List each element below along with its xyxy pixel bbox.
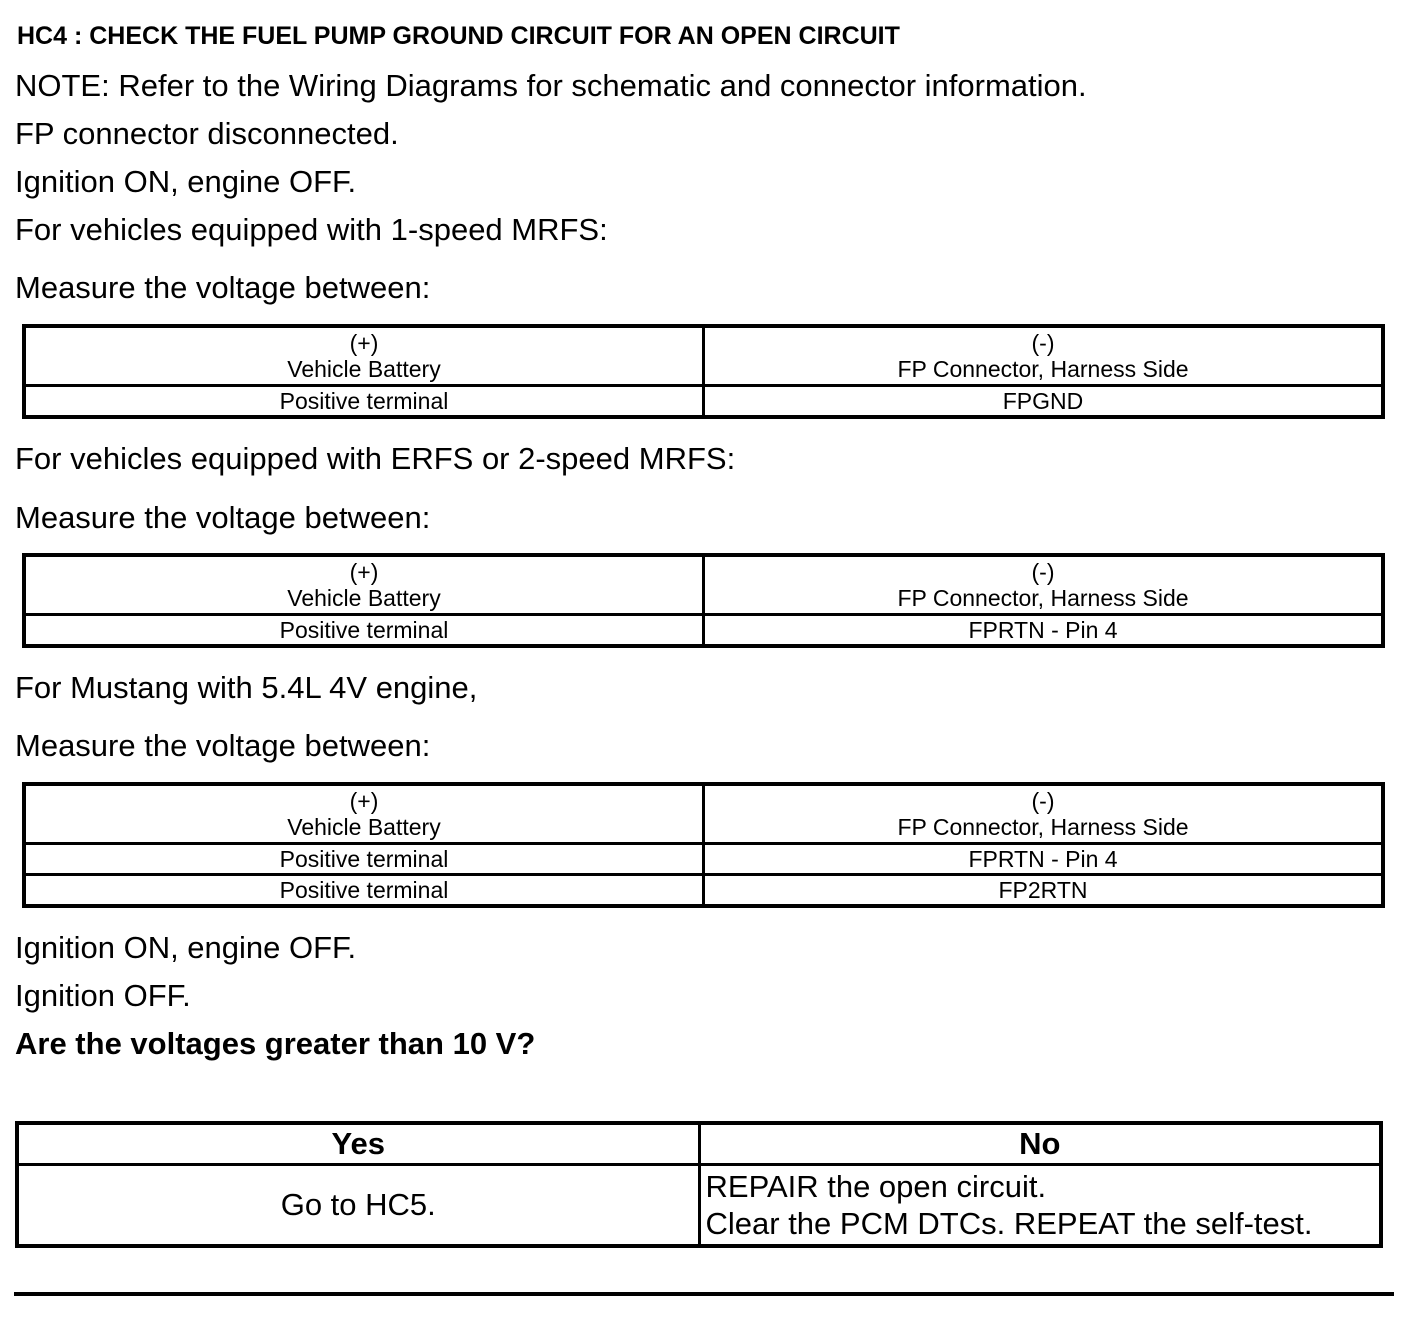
no-action: REPAIR the open circuit. Clear the PCM DTCs. REPEAT the self-test. bbox=[699, 1165, 1381, 1247]
condition-mustang: For Mustang with 5.4L 4V engine, bbox=[15, 670, 478, 705]
negative-probe-header: (-) FP Connector, Harness Side bbox=[704, 326, 1384, 386]
no-header: No bbox=[699, 1123, 1381, 1165]
step-ignition-off: Ignition OFF. bbox=[15, 978, 191, 1013]
yes-header: Yes bbox=[17, 1123, 699, 1165]
step-ignition-on: Ignition ON, engine OFF. bbox=[15, 930, 357, 965]
measure-instruction: Measure the voltage between: bbox=[15, 500, 431, 535]
measure-instruction: Measure the voltage between: bbox=[15, 270, 431, 305]
result-table bbox=[15, 1121, 1383, 1248]
measurement-table-1speed bbox=[22, 324, 1385, 419]
positive-probe-header: (+) Vehicle Battery bbox=[24, 326, 704, 386]
note-text: NOTE: Refer to the Wiring Diagrams for schematic and connector information. bbox=[15, 68, 1087, 103]
step-ignition-on: Ignition ON, engine OFF. bbox=[15, 164, 357, 199]
measurement-table-mustang bbox=[22, 782, 1385, 908]
positive-probe-header: (+) Vehicle Battery bbox=[24, 784, 704, 844]
negative-probe-header: (-) FP Connector, Harness Side bbox=[704, 784, 1384, 844]
positive-probe-header: (+) Vehicle Battery bbox=[24, 555, 704, 615]
table-row: Positive terminal FPRTN - Pin 4 bbox=[24, 615, 1383, 647]
table-row: Positive terminal FP2RTN bbox=[24, 875, 1383, 907]
page-title: HC4 : CHECK THE FUEL PUMP GROUND CIRCUIT FOR AN OPEN CIRCUIT bbox=[17, 22, 900, 50]
measure-instruction: Measure the voltage between: bbox=[15, 728, 431, 763]
divider-rule bbox=[14, 1292, 1394, 1296]
negative-probe-header: (-) FP Connector, Harness Side bbox=[704, 555, 1384, 615]
condition-1speed-mrfs: For vehicles equipped with 1-speed MRFS: bbox=[15, 212, 608, 247]
condition-erfs-2speed-mrfs: For vehicles equipped with ERFS or 2-speed MRFS: bbox=[15, 441, 736, 476]
test-question: Are the voltages greater than 10 V? bbox=[15, 1026, 536, 1061]
yes-action: Go to HC5. bbox=[17, 1165, 699, 1247]
table-row: Positive terminal FPGND bbox=[24, 386, 1383, 418]
measurement-table-erfs bbox=[22, 553, 1385, 648]
step-fp-disconnected: FP connector disconnected. bbox=[15, 116, 399, 151]
table-row: Positive terminal FPRTN - Pin 4 bbox=[24, 844, 1383, 875]
